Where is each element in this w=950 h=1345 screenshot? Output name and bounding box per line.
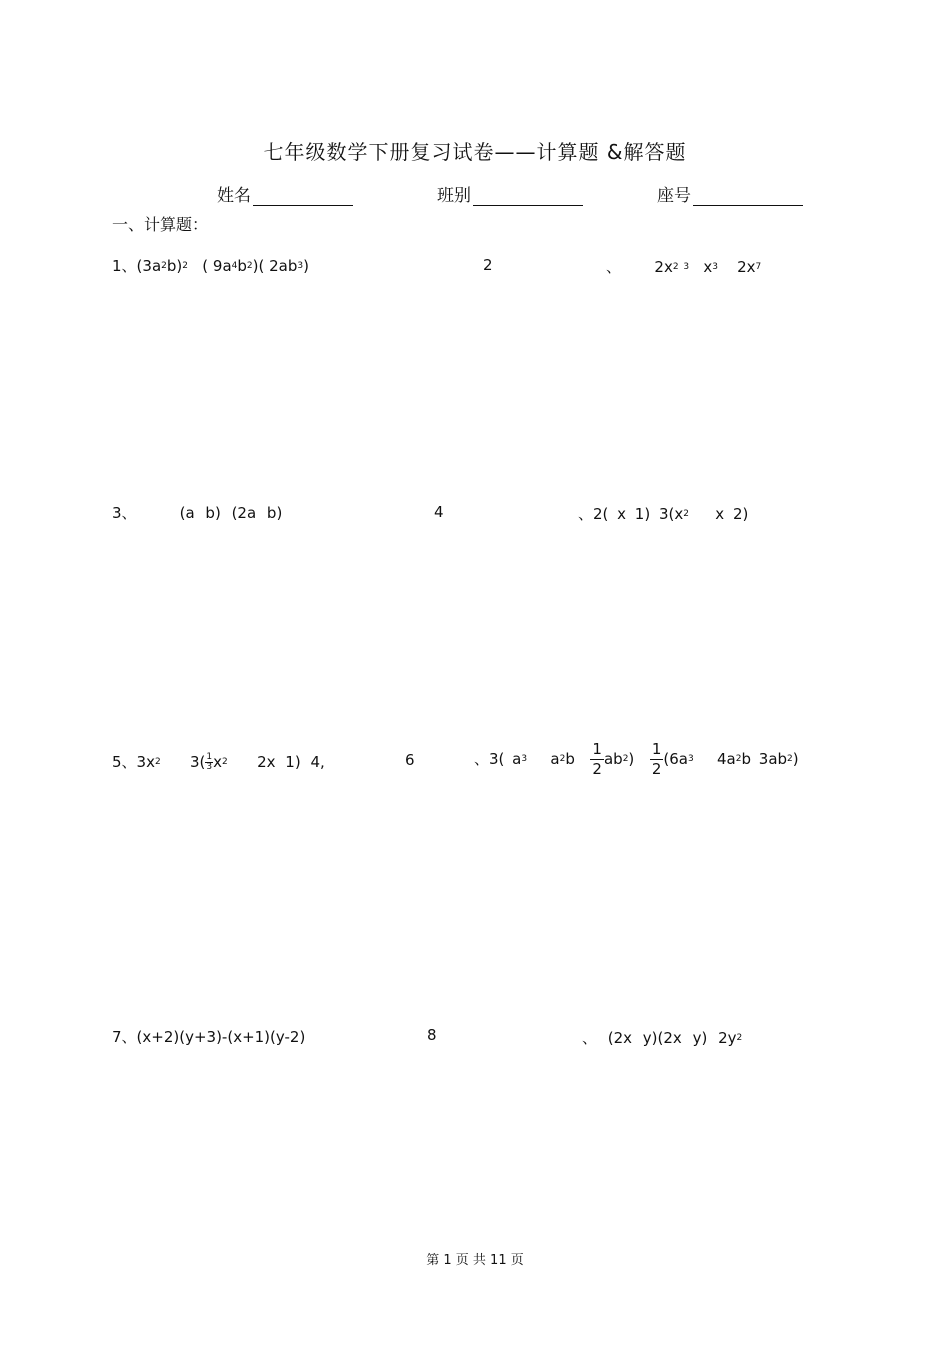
problem-7: 7、(x+2)(y+3)-(x+1)(y-2) <box>112 1028 306 1046</box>
class-label: 班别 <box>437 186 471 206</box>
problem-2-number: 2 <box>483 256 493 274</box>
section-heading: 一、计算题： <box>112 215 209 234</box>
name-field[interactable] <box>217 181 353 206</box>
problem-5: 5、$3x^2$ 3( $\frac{1}{3}$ $x^2$ 2x 1) 4, <box>112 752 325 772</box>
fraction-one-half: $\frac{1}{2}$ <box>592 740 602 778</box>
problem-4: 、2( x 1) $3(x^2$ x 2) <box>578 505 749 523</box>
fraction-one-third: $\frac{1}{3}$ <box>206 752 213 772</box>
problem-2: 、 $2x^2$ $^3$ $x^3$ $2x^7$ <box>606 258 762 276</box>
class-blank[interactable] <box>473 187 583 206</box>
seat-label: 座号 <box>657 186 691 206</box>
page-title: 七年级数学下册复习试卷——计算题 &解答题 <box>263 140 687 164</box>
seat-blank[interactable] <box>693 187 803 206</box>
name-label: 姓名 <box>217 186 251 206</box>
class-field[interactable] <box>437 181 583 206</box>
problem-6: 、3( $a^3$ $a^2b$ $\frac{1}{2}$ $ab^2$) $\frac{1}{2}$ ($6a^3$ $4a^2b$ $3ab^2$) <box>474 740 799 778</box>
problem-8: 、 (2x y)(2x y) $2y^2$ <box>582 1029 743 1047</box>
page-footer: 第 1 页 共 11 页 <box>426 1253 524 1268</box>
problem-6-number: 6 <box>405 751 415 769</box>
problem-4-number: 4 <box>434 503 444 521</box>
seat-field[interactable] <box>657 181 803 206</box>
problem-3: 3、 (a b) (2a b) <box>112 504 283 522</box>
problem-1: 1、$(3a^2b)^2$ ( $9a^4b^2$)( $2ab^3$) <box>112 257 309 275</box>
name-blank[interactable] <box>253 187 353 206</box>
problem-8-number: 8 <box>427 1026 437 1044</box>
fraction-one-half-2: $\frac{1}{2}$ <box>651 740 662 778</box>
